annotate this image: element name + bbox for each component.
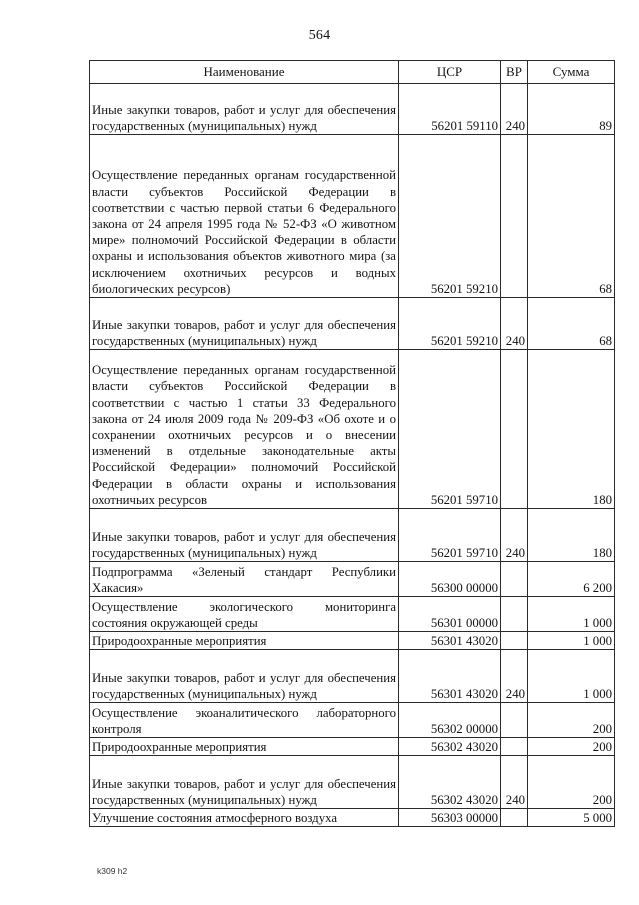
cell-name: Осуществление переданных органам государственной власти субъектов Российской Федерации в соответствии с частью 1 статьи 33 Федерального закона от 24 июля 2009 года № 209-ФЗ «Об охоте и о сохранении охотничьих ресурсов и о внесении изменений в отдельные законодательные акты Российской Федерации» полномочий Российской Федерации в области охраны и использования охотничьих ресурсов (90, 350, 399, 509)
cell-sum: 1 000 (528, 597, 615, 632)
table-row (90, 650, 615, 703)
cell-vr (501, 135, 528, 298)
cell-vr: 240 (501, 509, 528, 562)
cell-vr (501, 703, 528, 738)
cell-vr (501, 597, 528, 632)
table-row (90, 84, 615, 135)
cell-sum: 89 (528, 84, 615, 135)
cell-name: Иные закупки товаров, работ и услуг для обеспечения государственных (муниципальных) нужд (90, 298, 399, 350)
cell-sum: 1 000 (528, 650, 615, 703)
cell-name: Осуществление экологического мониторинга состояния окружающей среды (90, 597, 399, 632)
cell-csr: 56201 59210 (399, 298, 501, 350)
header-name: Наименование (90, 61, 399, 84)
table-row (90, 350, 615, 509)
cell-csr: 56301 00000 (399, 597, 501, 632)
cell-vr: 240 (501, 84, 528, 135)
header-vr: ВР (501, 61, 528, 84)
table-row (90, 562, 615, 597)
cell-csr: 56201 59710 (399, 509, 501, 562)
cell-name: Иные закупки товаров, работ и услуг для обеспечения государственных (муниципальных) нужд (90, 756, 399, 809)
table-row (90, 298, 615, 350)
cell-sum: 200 (528, 738, 615, 756)
cell-name: Иные закупки товаров, работ и услуг для обеспечения государственных (муниципальных) нужд (90, 509, 399, 562)
cell-vr: 240 (501, 650, 528, 703)
cell-vr (501, 350, 528, 509)
cell-name: Иные закупки товаров, работ и услуг для обеспечения государственных (муниципальных) нужд (90, 84, 399, 135)
cell-vr (501, 562, 528, 597)
cell-name: Осуществление переданных органам государственной власти субъектов Российской Федерации в соответствии с частью первой статьи 6 Федерального закона от 24 апреля 1995 года № 52-ФЗ «О животном мире» полномочий Российской Федерации в области охраны и использования объектов животного мира (за исключением охотничьих ресурсов и водных биологических ресурсов) (90, 135, 399, 298)
cell-csr: 56300 00000 (399, 562, 501, 597)
cell-csr: 56201 59210 (399, 135, 501, 298)
table-row (90, 135, 615, 298)
header-csr: ЦСР (399, 61, 501, 84)
cell-sum: 180 (528, 509, 615, 562)
cell-sum: 68 (528, 298, 615, 350)
budget-table (89, 60, 615, 827)
cell-sum: 180 (528, 350, 615, 509)
cell-csr: 56301 43020 (399, 650, 501, 703)
table-row (90, 756, 615, 809)
cell-csr: 56302 43020 (399, 756, 501, 809)
cell-csr: 56302 43020 (399, 738, 501, 756)
cell-csr: 56201 59110 (399, 84, 501, 135)
table-header-row (90, 61, 615, 84)
cell-sum: 5 000 (528, 809, 615, 827)
cell-csr: 56201 59710 (399, 350, 501, 509)
cell-name: Иные закупки товаров, работ и услуг для обеспечения государственных (муниципальных) нужд (90, 650, 399, 703)
cell-sum: 1 000 (528, 632, 615, 650)
footer-code: k309 h2 (97, 866, 128, 876)
cell-vr (501, 738, 528, 756)
cell-csr: 56303 00000 (399, 809, 501, 827)
cell-sum: 68 (528, 135, 615, 298)
table-row (90, 597, 615, 632)
table-row (90, 509, 615, 562)
cell-csr: 56302 00000 (399, 703, 501, 738)
cell-vr: 240 (501, 756, 528, 809)
table-row (90, 738, 615, 756)
cell-name: Подпрограмма «Зеленый стандарт Республики Хакасия» (90, 562, 399, 597)
table-row (90, 632, 615, 650)
page-number: 564 (308, 28, 331, 43)
header-sum: Сумма (528, 61, 615, 84)
cell-csr: 56301 43020 (399, 632, 501, 650)
cell-name: Осуществление экоаналитического лабораторного контроля (90, 703, 399, 738)
cell-vr (501, 809, 528, 827)
table-row (90, 809, 615, 827)
cell-vr (501, 632, 528, 650)
cell-name: Улучшение состояния атмосферного воздуха (90, 809, 399, 827)
table-row (90, 703, 615, 738)
cell-sum: 200 (528, 756, 615, 809)
cell-name: Природоохранные мероприятия (90, 738, 399, 756)
cell-sum: 6 200 (528, 562, 615, 597)
cell-name: Природоохранные мероприятия (90, 632, 399, 650)
cell-sum: 200 (528, 703, 615, 738)
cell-vr: 240 (501, 298, 528, 350)
